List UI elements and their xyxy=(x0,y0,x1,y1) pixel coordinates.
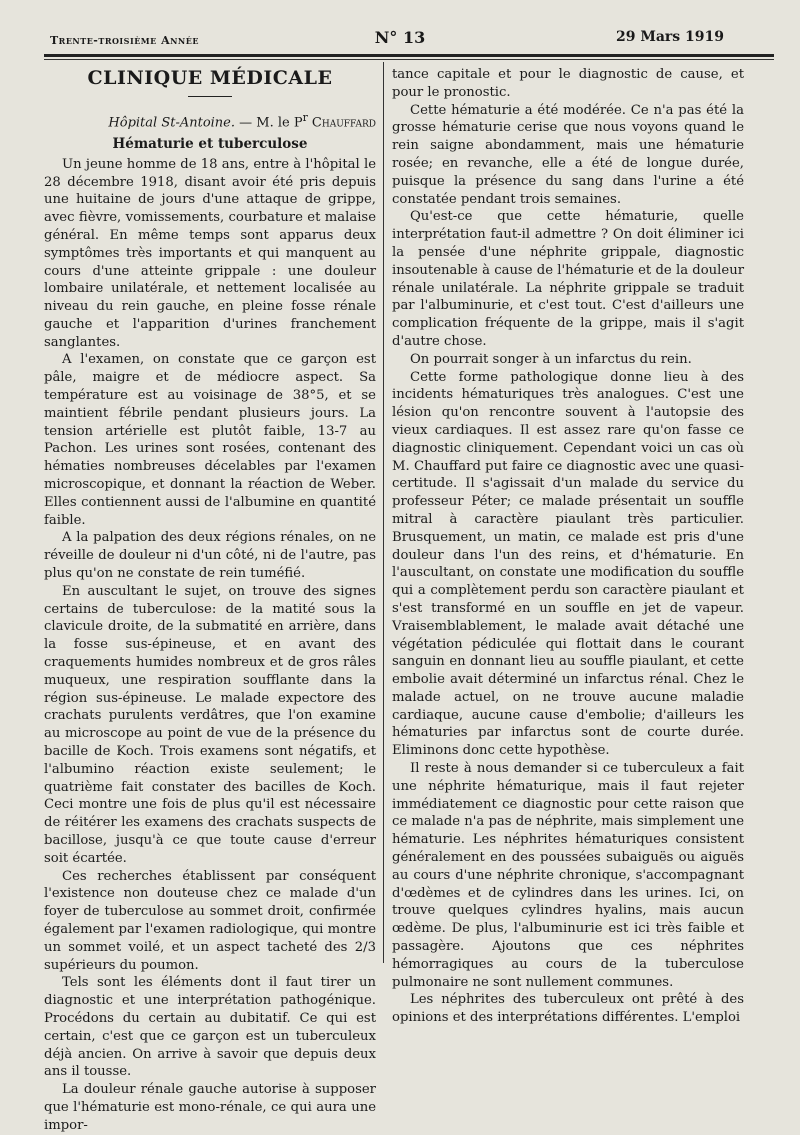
paragraph: Qu'est-ce que cette hématurie, quelle interprétation faut-il admettre ? On doit éliminer ici la pensée d'une néphrite grippale, diagnostic insoutenable à cause de l'hématurie et de la douleur rénale unilatérale. La néphrite grippale se traduit par l'albuminurie, et c'est tout. C'est d'ailleurs une complication fréquente de la grippe, mais il s'agit d'autre chose. xyxy=(392,209,744,349)
hospital-byline xyxy=(44,109,376,132)
paragraph: Les néphrites des tuberculeux ont prêté à des opinions et des interprétations différentes. L'emploi xyxy=(392,992,744,1026)
paragraph: On pourrait songer à un infarctus du rein. xyxy=(410,351,692,367)
paragraph: Il reste à nous demander si ce tuberculeux a fait une néphrite hématurique, mais il faut rejeter immédiatement ce diagnostic pour cette raison que ce malade n'a pas de néphrite, mais simplement une hématurie. Les néphrites hématuriques consistent généralement en des poussées subaiguës ou aiguës au cours d'une néphrite chronique, s'accompagnant d'œdèmes et de cylindres dans les urines. Ici, on trouve quelques cylindres hyalins, mais aucun œdème. De plus, l'albuminurie est ici très faible et passagère. Ajoutons que ces néphrites hémorragiques au cours de la tuberculose pulmonaire ne sont nullement communes. xyxy=(392,761,744,990)
article-subtitle: Hématurie et tuberculose xyxy=(112,135,308,152)
paragraph-continuation: tance capitale et pour le diagnostic de cause, et pour le pronostic. xyxy=(392,67,744,100)
volume-year: Trente-troisième Année xyxy=(50,34,199,47)
issue-date: 29 Mars 1919 xyxy=(615,29,724,45)
hospital-rest: — M. le P xyxy=(235,115,303,131)
page-header xyxy=(44,26,756,52)
hospital-place: Hôpital St-Antoine. xyxy=(108,115,236,131)
paragraph: Tels sont les éléments dont il faut tirer un diagnostic et une interprétation pathogénique. Procédons du certain au dubitatif. Ce qui est certain, c'est que ce garçon est un tuberculeux déjà ancien. On arrive à savoir que depuis deux ans il tousse. xyxy=(44,975,376,1080)
right-column xyxy=(392,66,744,1027)
hospital-sup: r xyxy=(302,110,308,124)
paragraph: En auscultant le sujet, on trouve des signes certains de tuberculose: de la matité sous la clavicule droite, de la submatité en arrière, dans la fosse sus-épineuse, et en avant des craquements humides nombreux et de gros râles muqueux, une respiration soufflante dans la région sus-épineuse. Le malade expectore des crachats purulents verdâtres, que l'on examine au microscope au point de vue de la présence du bacille de Koch. Trois examens sont négatifs, et l'albumino réaction existe seulement; le quatrième fait constater des bacilles de Koch. Ceci montre une fois de plus qu'il est nécessaire de réitérer les examens des crachats suspects de bacillose, jusqu'à ce que toute cause d'erreur soit écartée. xyxy=(44,583,376,866)
issue-number: N° 13 xyxy=(374,28,426,47)
header-rule-thin xyxy=(44,59,774,60)
paragraph: Un jeune homme de 18 ans, entre à l'hôpital le 28 décembre 1918, disant avoir été pris depuis une huitaine de jours d'une attaque de grippe, avec fièvre, vomissements, courbature et malaise général. En même temps sont apparus deux symptômes très importants et qui manquent au cours d'une atteinte grippale : une douleur lombaire unilatérale, et nettement localisée au niveau du rein gauche, en pleine fosse rénale gauche et l'apparition d'urines franchement sanglantes. xyxy=(44,156,376,350)
paragraph: Ces recherches établissent par conséquent l'existence non douteuse chez ce malade d'un foyer de tuberculose au sommet droit, confirmée également par l'examen radiologique, qui montre un sommet voilé, et un aspect tacheté des 2/3 supérieurs du poumon. xyxy=(44,868,376,973)
paragraph: A l'examen, on constate que ce garçon est pâle, maigre et de médiocre aspect. Sa température est au voisinage de 38°5, et se maintient fébrile pendant plusieurs jours. La tension artérielle est plutôt faible, 13-7 au Pachon. Les urines sont rosées, contenant des hématies nombreuses décelables par l'examen microscopique, et donnant la réaction de Weber. Elles contiennent aussi de l'albumine en quantité faible. xyxy=(44,352,376,528)
paragraph: A la palpation des deux régions rénales, on ne réveille de douleur ni d'un côté, ni de l'autre, pas plus qu'on ne constate de rein tuméfié. xyxy=(44,530,376,582)
paragraph: Cette hématurie a été modérée. Ce n'a pas été la grosse hématurie cerise que nous voyons quand le rein saigne abondamment, mais une hématurie rosée; en revanche, elle a été de longue durée, puisque la présence du sang dans l'urine a été constatée pendant trois semaines. xyxy=(392,102,744,207)
column-divider xyxy=(383,62,384,963)
header-rule xyxy=(44,54,774,57)
section-title: CLINIQUE MÉDICALE xyxy=(87,67,333,89)
paragraph: Cette forme pathologique donne lieu à des incidents hématuriques très analogues. C'est une lésion qu'on rencontre souvent à l'autopsie des vieux cardiaques. Il est assez rare qu'on fasse ce diagnostic cliniquement. Cependant voici un cas où M. Chauffard put faire ce diagnostic avec une quasi-certitude. Il s'agissait d'un malade du service du professeur Péter; ce malade présentait un souffle mitral à caractère piaulant très particulier. Brusquement, un matin, ce malade est pris d'une douleur dans l'un des reins, et d'hématurie. En l'auscultant, on constate une modification du souffle qui a complètement perdu son caractère piaulant et s'est transformé en un souffle en jet de vapeur. Vraisemblablement, le malade avait détaché une végétation pédiculée qui flottait dans le courant sanguin en donnant lieu au souffle piaulant, et cette embolie avait déterminé un infarctus rénal. Chez le malade actuel, on ne trouve aucune maladie cardiaque, aucune cause d'embolie; d'ailleurs les hématuries par infarctus sont de courte durée. Eliminons donc cette hypothèse. xyxy=(392,369,744,759)
title-rule xyxy=(188,96,232,97)
left-column xyxy=(44,64,376,1135)
paragraph: La douleur rénale gauche autorise à supposer que l'hématurie est mono-rénale, ce qui aura une impor- xyxy=(44,1082,376,1133)
professor-name: Chauffard xyxy=(307,115,376,131)
